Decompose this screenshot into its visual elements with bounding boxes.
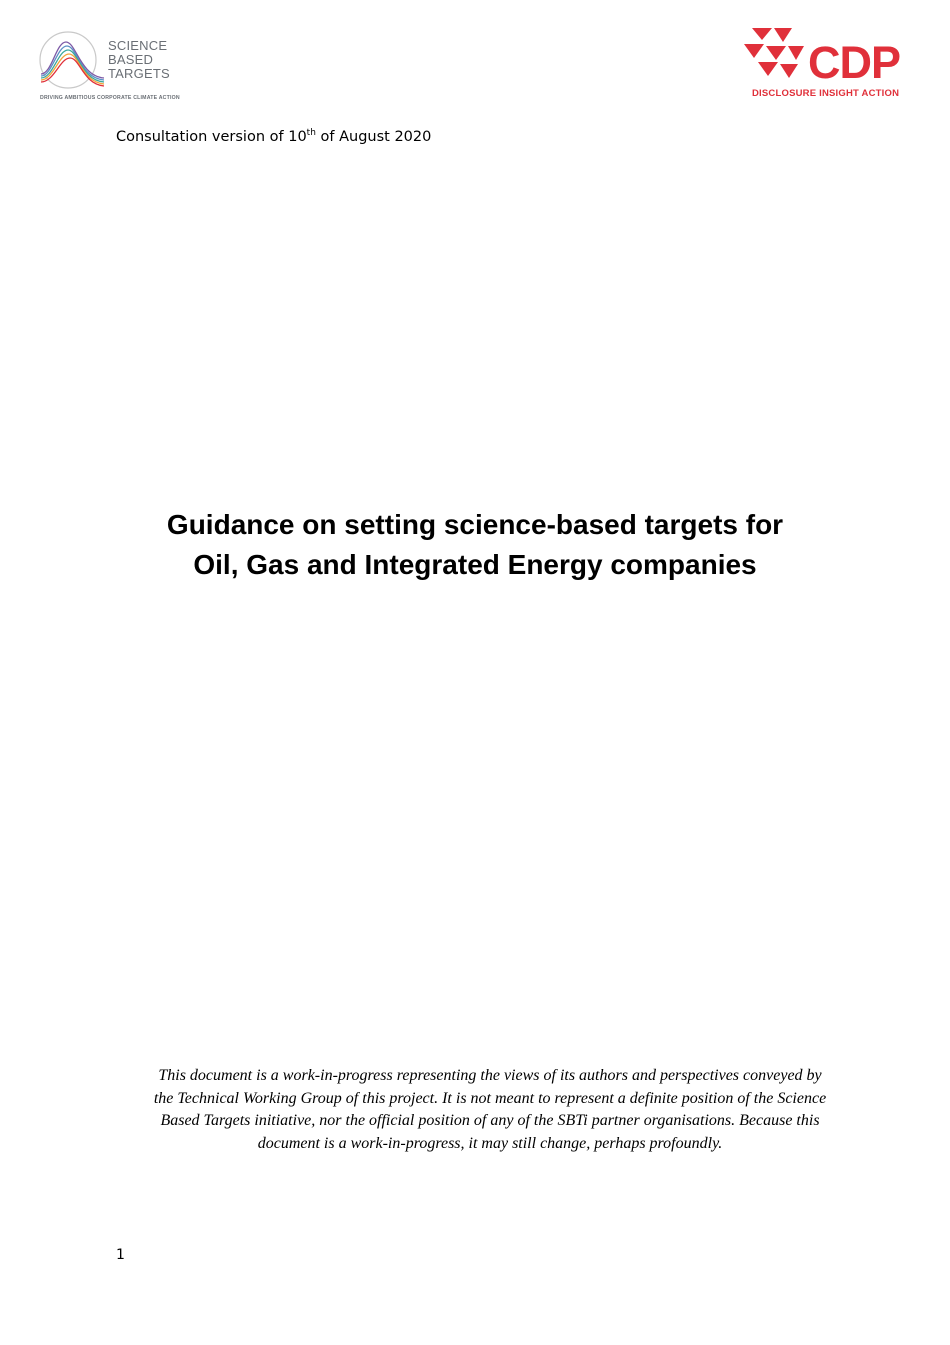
disclaimer-line: document is a work-in-progress, it may still change, perhaps profoundly. xyxy=(257,1134,723,1152)
disclaimer-line: the Technical Working Group of this project. It is not meant to represent a definite position of the Science xyxy=(153,1089,827,1107)
consultation-suffix: of August 2020 xyxy=(315,129,432,145)
sbt-line-2: BASED xyxy=(108,52,154,67)
sbt-logo xyxy=(38,30,208,105)
consultation-prefix: Consultation version of 10 xyxy=(116,129,307,145)
disclaimer-line: Based Targets initiative, nor the official position of any of the SBTi partner organisations. Because this xyxy=(160,1112,820,1129)
cdp-logo xyxy=(742,24,927,104)
title-line-1: Guidance on setting science-based targets for xyxy=(166,509,784,540)
sbt-curves-icon xyxy=(38,30,108,94)
title-line-2: Oil, Gas and Integrated Energy companies xyxy=(193,549,757,580)
cdp-wordmark: CDP xyxy=(808,37,901,88)
consultation-superscript: th xyxy=(306,128,316,138)
disclaimer-line: This document is a work-in-progress representing the views of its authors and perspectives conveyed by xyxy=(158,1067,822,1084)
sbt-wordmark xyxy=(108,39,170,81)
consultation-version xyxy=(116,129,431,145)
cdp-arrows-icon xyxy=(742,24,808,84)
sbt-tagline: DRIVING AMBITIOUS CORPORATE CLIMATE ACTION xyxy=(40,95,180,101)
sbt-line-1: SCIENCE xyxy=(108,38,168,53)
page-number: 1 xyxy=(116,1247,125,1263)
sbt-line-3: TARGETS xyxy=(108,66,170,81)
document-title xyxy=(0,505,950,585)
disclaimer xyxy=(0,1065,950,1155)
cdp-tagline: DISCLOSURE INSIGHT ACTION xyxy=(752,88,900,99)
